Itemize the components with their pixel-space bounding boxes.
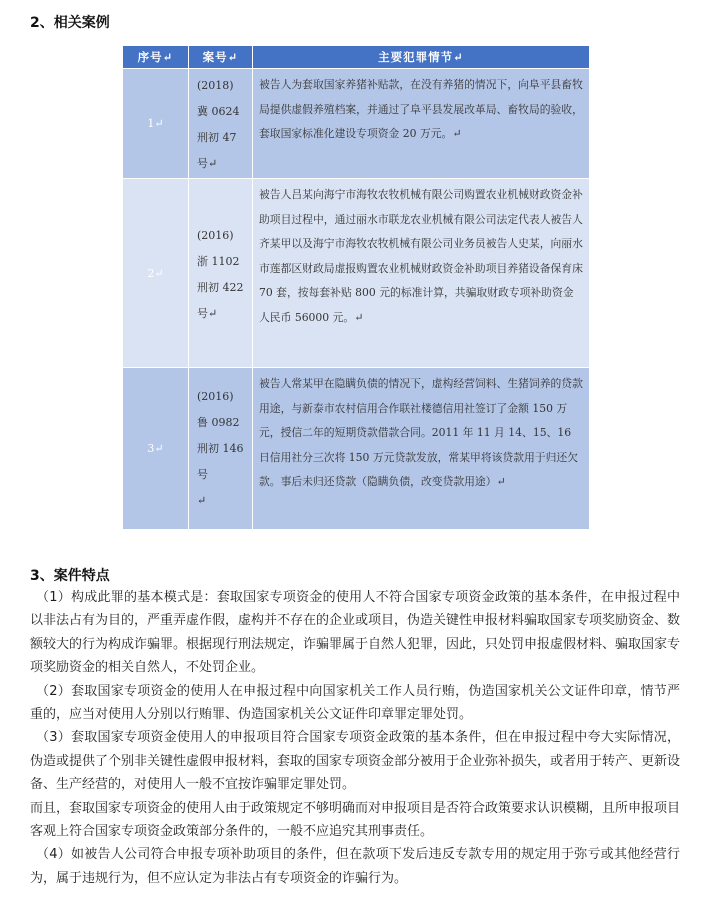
header-desc: 主要犯罪情节↵: [253, 46, 590, 69]
header-case-no: 案号↵: [189, 46, 253, 69]
paragraph: 而且，套取国家专项资金的使用人由于政策规定不够明确而对申报项目是否符合政策要求认识模糊，且所申报项目客观上符合国家专项资金政策部分条件的，一般不应追究其刑事责任。: [30, 800, 681, 840]
cell-desc: 被告人吕某向海宁市海牧农牧机械有限公司购置农业机械财政资金补助项目过程中，通过丽水市联龙农业机械有限公司法定代表人被告人齐某甲以及海宁市海牧农牧机械有限公司业务员被告人史某，向丽水市莲都区财政局虚报购置农业机械财政资金补助项目养猪设备保育床 70 套，按每套补贴 800 元的标准计算，共骗取财政专项补助资金人民币 56000 元。↵: [253, 179, 590, 368]
header-seq: 序号↵: [123, 46, 189, 69]
cell-seq: 3↵: [123, 368, 189, 530]
cell-seq: 2↵: [123, 179, 189, 368]
cell-case-no: (2016) 浙 1102 刑初 422 号↵: [189, 179, 253, 368]
paragraph: （3）套取国家专项资金使用人的申报项目符合国家专项资金政策的基本条件，但在申报过程中夸大实际情况，伪造或提供了个别非关键性虚假申报材料，套取的国家专项资金部分被用于企业弥补损失，或者用于转产、更新设备、生产经营的，对使用人一般不宜按诈骗罪定罪处罚。: [30, 730, 681, 793]
paragraph: （1）构成此罪的基本模式是：套取国家专项资金的使用人不符合国家专项资金政策的基本条件，在申报过程中以非法占有为目的，严重弄虚作假，虚构并不存在的企业或项目，伪造关键性申报材料骗取国家专项奖励资金、数额较大的行为构成诈骗罪。根据现行刑法规定，诈骗罪属于自然人犯罪，因此，只处罚申报虚假材料、骗取国家专项奖励资金的相关自然人，不处罚企业。: [30, 590, 681, 676]
table-row: [123, 179, 590, 368]
table-header-row: [123, 46, 590, 69]
cell-desc: 被告人为套取国家养猪补贴款，在没有养猪的情况下，向阜平县畜牧局提供虚假养殖档案，并通过了阜平县发展改革局、畜牧局的验收，套取国家标准化建设专项资金 20 万元。↵: [253, 69, 590, 179]
table-row: [123, 368, 590, 530]
table-row: [123, 69, 590, 179]
cell-desc: 被告人常某甲在隐瞒负债的情况下，虚构经营饲料、生猪饲养的贷款用途，与新泰市农村信用合作联社楼德信用社签订了金额 150 万元，授信二年的短期贷款借款合同。2011 年 11 月 14、15、16 日信用社分三次将 150 万元贷款发放，常某甲将该贷款用于归还欠款。事后未归还贷款（隐瞒负债，改变贷款用途）↵: [253, 368, 590, 530]
case-features: [30, 586, 680, 890]
cell-case-no: (2016) 鲁 0982 刑初 146 号 ↵: [189, 368, 253, 530]
cell-seq: 1↵: [123, 69, 189, 179]
section-3-heading: 3、案件特点: [30, 568, 110, 584]
paragraph: （4）如被告人公司符合申报专项补助项目的条件，但在款项下发后违反专款专用的规定用于弥亏或其他经营行为，属于违规行为，但不应认定为非法占有专项资金的诈骗行为。: [30, 847, 680, 886]
case-table: [122, 45, 590, 530]
section-2-heading: 2、相关案例: [30, 15, 110, 31]
cell-case-no: (2018) 冀 0624 刑初 47 号↵: [189, 69, 253, 179]
paragraph: （2）套取国家专项资金的使用人在申报过程中向国家机关工作人员行贿，伪造国家机关公文证件印章，情节严重的，应当对使用人分别以行贿罪、伪造国家机关公文证件印章罪定罪处罚。: [30, 683, 680, 723]
